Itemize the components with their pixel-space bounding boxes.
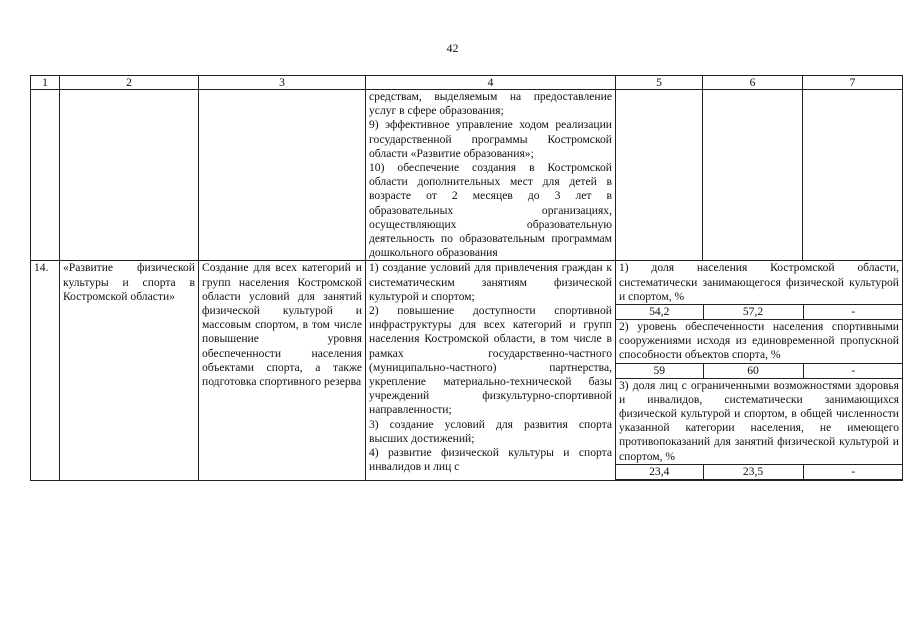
indicator-value: 23,4 [616, 464, 703, 479]
indicators-cell [616, 261, 903, 480]
indicator-value: - [803, 305, 903, 320]
table-row-14 [31, 261, 903, 480]
indicator-value: 23,5 [703, 464, 803, 479]
cell-empty [199, 90, 366, 261]
header-col-3: 3 [199, 76, 366, 90]
indicator-text: 2) уровень обеспеченности населения спортивными сооружениями исходя из единовременной пропускной способности объектов спорта, % [619, 320, 899, 362]
indicator-value: - [803, 363, 903, 378]
header-col-2: 2 [60, 76, 199, 90]
row-number: 14. [31, 261, 60, 480]
table-row-continuation [31, 90, 903, 261]
cell-empty [803, 90, 903, 261]
task-item: 10) обеспечение создания в Костромской области дополнительных мест для детей в возрасте от 2 месяцев до 3 лет в образовательных организациях, осуществляющих образовательную деятельность по образовательным программам дошкольного образования [369, 161, 612, 260]
indicator-text: 3) доля лиц с ограниченными возможностями здоровья и инвалидов, систематически занимающихся физической культурой и спортом, в общей численности указанной категории населения, не имеющего противопоказаний для занятий физической культурой и спортом, % [619, 378, 899, 463]
task-item: 3) создание условий для развития спорта высших достижений; [369, 417, 612, 445]
header-row [31, 76, 903, 90]
cell-empty [703, 90, 803, 261]
program-table [30, 75, 903, 481]
indicator-values [616, 464, 903, 480]
indicator-text: 1) доля населения Костромской области, систематически занимающегося физической культурой и спортом, % [619, 261, 899, 303]
indicator-value: 60 [703, 363, 803, 378]
cell-empty [60, 90, 199, 261]
header-col-1: 1 [31, 76, 60, 90]
program-goal: Создание для всех категорий и групп населения Костромской области условий для занятий физической культурой и массовым спортом, в том числе повышение уровня обеспеченности населения объектами спорта, а также подготовка спортивного резерва [199, 261, 366, 480]
tasks-cell [366, 90, 616, 261]
indicator-value: - [803, 464, 903, 479]
page-number: 42 [446, 41, 459, 55]
indicator-values [616, 363, 903, 379]
indicator-value: 54,2 [616, 305, 703, 320]
task-item: 9) эффективное управление ходом реализации государственной программы Костромской области «Развитие образования»; [369, 118, 612, 160]
header-col-7: 7 [803, 76, 903, 90]
tasks-cell [366, 261, 616, 480]
task-item: 1) создание условий для привлечения граждан к систематическим занятиям физической культурой и спортом; [369, 261, 612, 303]
cell-empty [31, 90, 60, 261]
program-name: «Развитие физической культуры и спорта в Костромской области» [60, 261, 199, 480]
indicator-value: 57,2 [703, 305, 803, 320]
task-item: 4) развитие физической культуры и спорта инвалидов и лиц с [369, 446, 612, 474]
cell-empty [616, 90, 703, 261]
indicator-values [616, 304, 903, 320]
task-item: средствам, выделяемым на предоставление услуг в сфере образования; [369, 90, 612, 118]
header-col-5: 5 [616, 76, 703, 90]
header-col-6: 6 [703, 76, 803, 90]
header-col-4: 4 [366, 76, 616, 90]
task-item: 2) повышение доступности спортивной инфраструктуры для всех категорий и групп населения Костромской области, в том числе в рамках государственно-частного (муниципально-частного) партнерства, укрепление материально-технической базы учреждений физкультурно-спортивной направленности; [369, 304, 612, 417]
indicator-value: 59 [616, 363, 703, 378]
